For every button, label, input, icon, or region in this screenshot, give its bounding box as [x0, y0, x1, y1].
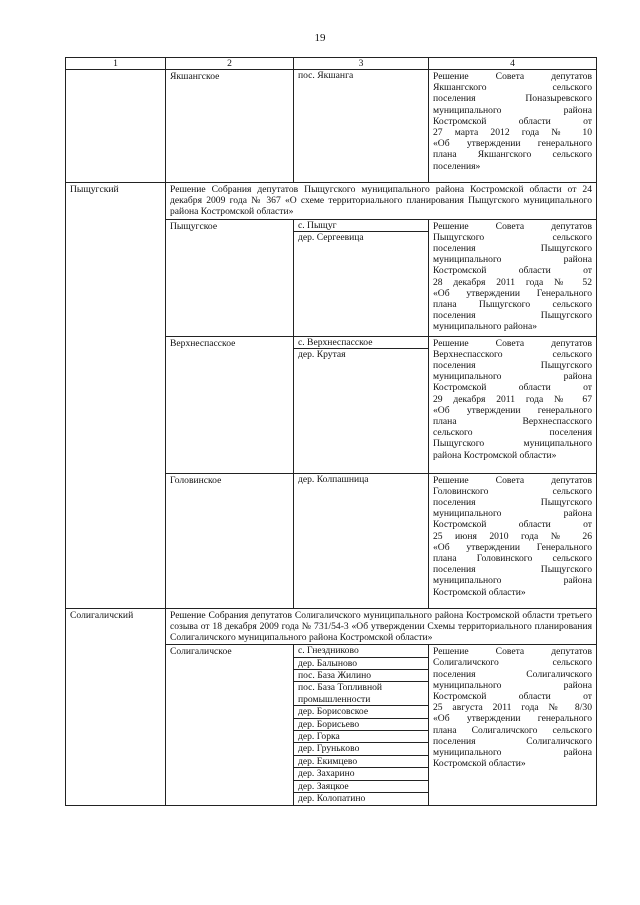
localities-cell [294, 70, 429, 183]
decision-line: Костромской области» [433, 586, 526, 598]
decision-line: района Костромской области» [433, 449, 557, 461]
decision-line: «Об утверждении генерального [433, 404, 592, 416]
decision-line: поселения Пыщугского [433, 310, 592, 322]
decision-cell [429, 336, 597, 473]
settlement-cell: Солигаличское [166, 645, 294, 805]
decision-line: 25 июня 2010 года № 26 [433, 530, 592, 542]
decision-line: поселения Пыщугского [433, 243, 592, 255]
column-header-4: 4 [429, 58, 597, 70]
decision-line: Костромской области» [433, 758, 526, 770]
decision-line: плана Верхнеспасского [433, 416, 592, 428]
locality: дер. Крутая [298, 349, 346, 361]
column-header-2: 2 [166, 58, 294, 70]
decision-line: плана Пыщугского сельского [433, 299, 592, 311]
locality: с. Верхнеспасское [294, 337, 428, 349]
column-header-1: 1 [66, 58, 166, 70]
decision-line: «Об утверждении генерального [433, 138, 592, 150]
localities-cell [294, 336, 429, 473]
locality: дер. Сергеевица [298, 232, 364, 244]
decision-line: поселения Пыщугского [433, 360, 592, 372]
decision-line: Костромской области от [433, 115, 592, 127]
table-header-row [66, 58, 597, 70]
decision-line: Солигаличского сельского [433, 657, 592, 669]
district-cell-empty [66, 70, 166, 183]
decision-line: муниципального района [433, 679, 592, 691]
locality: дер. Колопатино [298, 793, 366, 805]
decision-line: плана Солигаличского сельского [433, 724, 592, 736]
localities-cell [294, 645, 429, 805]
decision-line: Костромской области от [433, 382, 592, 394]
locality: дер. Балыново [294, 658, 428, 670]
decision-line: муниципального района [433, 575, 592, 587]
locality: дер. Борисьево [294, 719, 428, 731]
decision-line: муниципального района [433, 371, 592, 383]
decision-line: 25 августа 2011 года № 8/30 [433, 702, 592, 714]
decision-line: Верхнеспасского сельского [433, 348, 592, 360]
decision-line: муниципального района [433, 508, 592, 520]
locality: дер. Екимцево [294, 756, 428, 768]
decision-line: поселения Пыщугского [433, 564, 592, 576]
localities-cell [294, 219, 429, 336]
decision-cell [429, 473, 597, 608]
decision-line: 27 марта 2012 года № 10 [433, 127, 592, 139]
locality: пос. База Жилино [294, 670, 428, 682]
locality: с. Пыщуг [294, 220, 428, 232]
localities-cell [294, 473, 429, 608]
locality: пос. База Топливной промышленности [294, 682, 428, 706]
decision-cell [429, 219, 597, 336]
decision-line: поселения Поназыревского [433, 93, 592, 105]
decision-line: плана Якшангского сельского [433, 149, 592, 161]
settlements-table [65, 57, 597, 806]
decision-line: Решение Совета депутатов [433, 71, 592, 82]
locality: дер. Захарино [294, 768, 428, 780]
decision-line: поселения Солигаличского [433, 668, 592, 680]
decision-line: Решение Совета депутатов [433, 220, 592, 232]
decision-line: Головинского сельского [433, 485, 592, 497]
decision-line: Костромской области от [433, 691, 592, 703]
decision-line: 28 декабря 2011 года № 52 [433, 276, 592, 288]
decision-line: Якшангского сельского [433, 82, 592, 94]
column-header-3: 3 [294, 58, 429, 70]
locality: дер. Колпашница [298, 473, 369, 485]
settlement-cell: Пыщугское [166, 219, 294, 336]
district-decision-cell: Решение Собрания депутатов Пыщугского муниципального района Костромской области от 24 декабря 2009 года № 367 «О схеме территориального планирования Пыщугского муниципального района Костромской области» [166, 183, 597, 220]
decision-line: Костромской области от [433, 265, 592, 277]
decision-line: «Об утверждении Генерального [433, 287, 592, 299]
decision-cell [429, 70, 597, 183]
decision-line: плана Головинского сельского [433, 553, 592, 565]
district-cell: Пыщугский [66, 183, 166, 609]
district-decision-cell: Решение Собрания депутатов Солигаличского муниципального района Костромской области третьего созыва от 18 декабря 2009 года № 731/54-3 «Об утверждении Схемы территориального планирования Солигаличского муниципального района Костромской области» [166, 608, 597, 645]
decision-line: «Об утверждении Генерального [433, 541, 592, 553]
settlement-cell: Головинское [166, 473, 294, 608]
settlement-cell: Верхнеспасское [166, 336, 294, 473]
locality: с. Гнездниково [294, 645, 428, 657]
decision-line: поселения Пыщугского [433, 497, 592, 509]
decision-line: «Об утверждении генерального [433, 713, 592, 725]
decision-line: муниципального района [433, 254, 592, 266]
table-row-yakshanga [66, 70, 597, 183]
decision-line: Решение Совета депутатов [433, 474, 592, 486]
decision-line: Костромской области от [433, 519, 592, 531]
locality: дер. Горка [294, 731, 428, 743]
decision-line: муниципального района [433, 104, 592, 116]
decision-line: Пыщугского муниципального [433, 438, 592, 450]
decision-line: Решение Совета депутатов [433, 646, 592, 658]
decision-line: Пыщугского сельского [433, 231, 592, 243]
decision-line: муниципального района» [433, 321, 538, 333]
decision-line: поселения» [433, 160, 481, 172]
table-row-pyshchug-district [66, 183, 597, 220]
decision-cell [429, 645, 597, 805]
district-cell: Солигаличский [66, 608, 166, 805]
settlement-cell: Якшангское [166, 70, 294, 183]
decision-line: 29 декабря 2011 года № 67 [433, 393, 592, 405]
locality: дер. Заяцкое [294, 781, 428, 793]
locality: дер. Грунькoво [294, 743, 428, 755]
decision-line: Решение Совета депутатов [433, 337, 592, 349]
decision-line: поселения Солигаличского [433, 735, 592, 747]
table-row-soligalich-district [66, 608, 597, 645]
page-number: 19 [314, 32, 326, 44]
decision-line: сельского поселения [433, 427, 592, 439]
locality: дер. Борисовское [294, 706, 428, 718]
decision-line: муниципального района [433, 747, 592, 759]
locality: пос. Якшанга [298, 70, 354, 81]
